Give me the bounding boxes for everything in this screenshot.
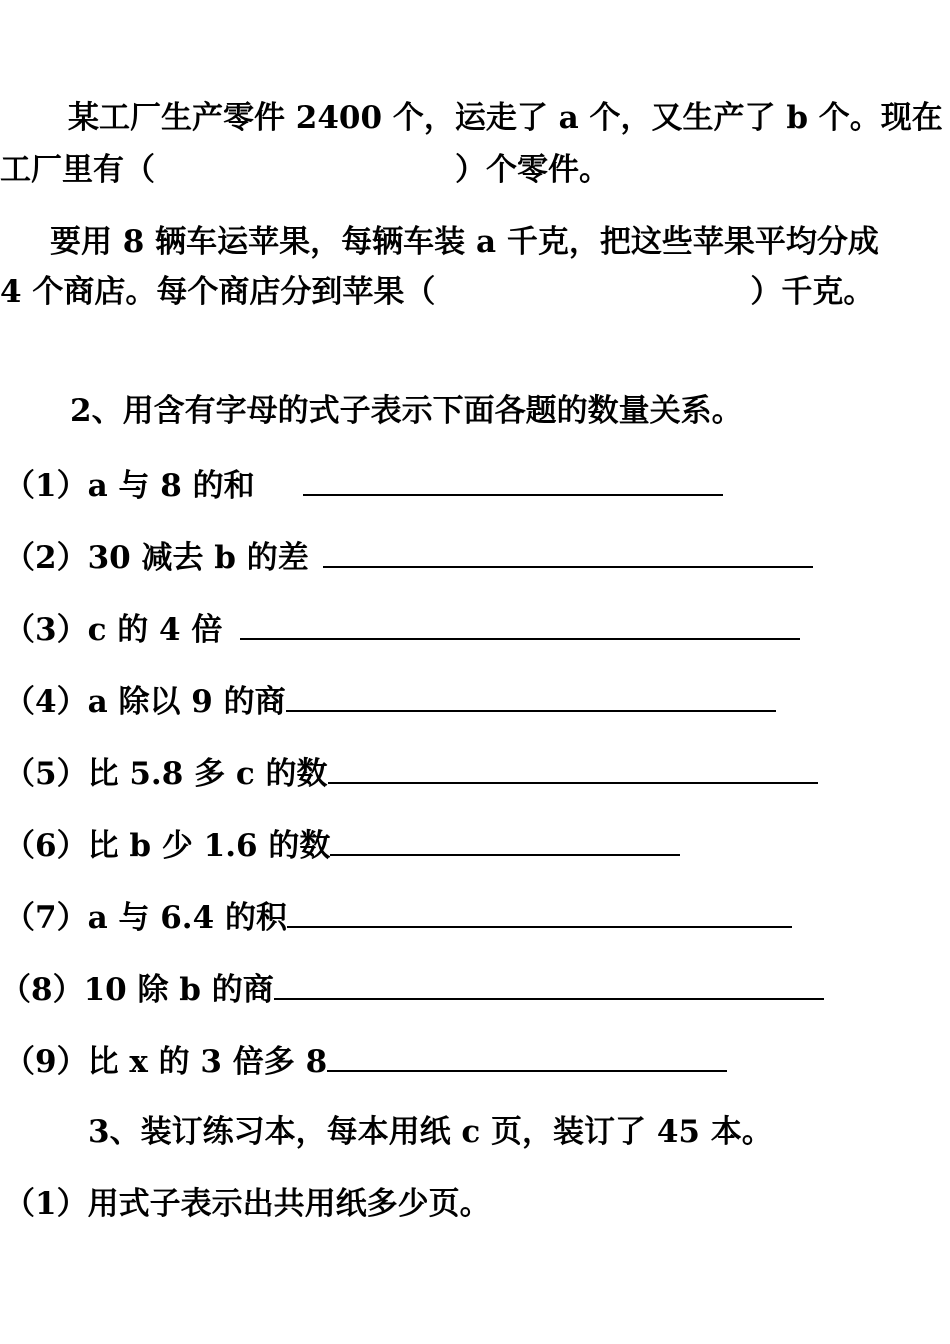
answer-line[interactable] (274, 968, 824, 1000)
problem-1b-text-2: 4 个商店。每个商店分到苹果（ (0, 274, 436, 310)
question-item (0, 968, 824, 1008)
question-label: （9）比 x 的 3 倍多 8 (4, 1044, 328, 1080)
answer-line[interactable] (328, 752, 818, 784)
question-item (4, 1040, 727, 1080)
answer-line[interactable] (286, 680, 776, 712)
question-item (4, 608, 800, 648)
question-item (4, 536, 813, 576)
answer-line[interactable] (330, 824, 680, 856)
question-label: （1）a 与 8 的和 (4, 468, 255, 504)
section-3-item-1 (4, 1184, 491, 1224)
question-item (4, 464, 723, 504)
question-item (4, 752, 818, 792)
question-label: （3）c 的 4 倍 (4, 612, 223, 648)
question-label: （4）a 除以 9 的商 (4, 684, 286, 720)
section-2-heading (70, 391, 743, 431)
answer-line[interactable] (287, 896, 792, 928)
question-label: （7）a 与 6.4 的积 (4, 900, 287, 936)
answer-line[interactable] (327, 1040, 727, 1072)
answer-line[interactable] (303, 464, 723, 496)
problem-1a-line-1 (68, 98, 943, 138)
answer-line[interactable] (240, 608, 800, 640)
problem-1a-text-1: 某工厂生产零件 2400 个，运走了 a 个，又生产了 b 个。现在 (68, 100, 943, 136)
section-3-item-text: （1）用式子表示出共用纸多少页。 (4, 1186, 491, 1222)
problem-1b-line-2 (0, 272, 874, 312)
question-item (4, 680, 776, 720)
problem-1b-line-1 (50, 222, 879, 262)
question-label: （5）比 5.8 多 c 的数 (4, 756, 328, 792)
section-3-heading-text: 3、装订练习本，每本用纸 c 页，装订了 45 本。 (88, 1114, 773, 1150)
question-label: （8）10 除 b 的商 (0, 972, 274, 1008)
question-label: （2）30 减去 b 的差 (4, 540, 309, 576)
question-item (4, 896, 792, 936)
question-label: （6）比 b 少 1.6 的数 (4, 828, 331, 864)
problem-1a-text-2: 工厂里有（ (0, 152, 155, 188)
problem-1b-text-1: 要用 8 辆车运苹果，每辆车装 a 千克，把这些苹果平均分成 (50, 224, 879, 260)
question-item (4, 824, 680, 864)
section-2-heading-text: 2、用含有字母的式子表示下面各题的数量关系。 (70, 393, 743, 429)
section-3-heading (88, 1112, 773, 1152)
answer-line[interactable] (323, 536, 813, 568)
problem-1b-text-3: ）千克。 (750, 274, 875, 310)
problem-1a-text-3: ）个零件。 (455, 152, 610, 188)
problem-1a-line-2 (0, 150, 610, 190)
